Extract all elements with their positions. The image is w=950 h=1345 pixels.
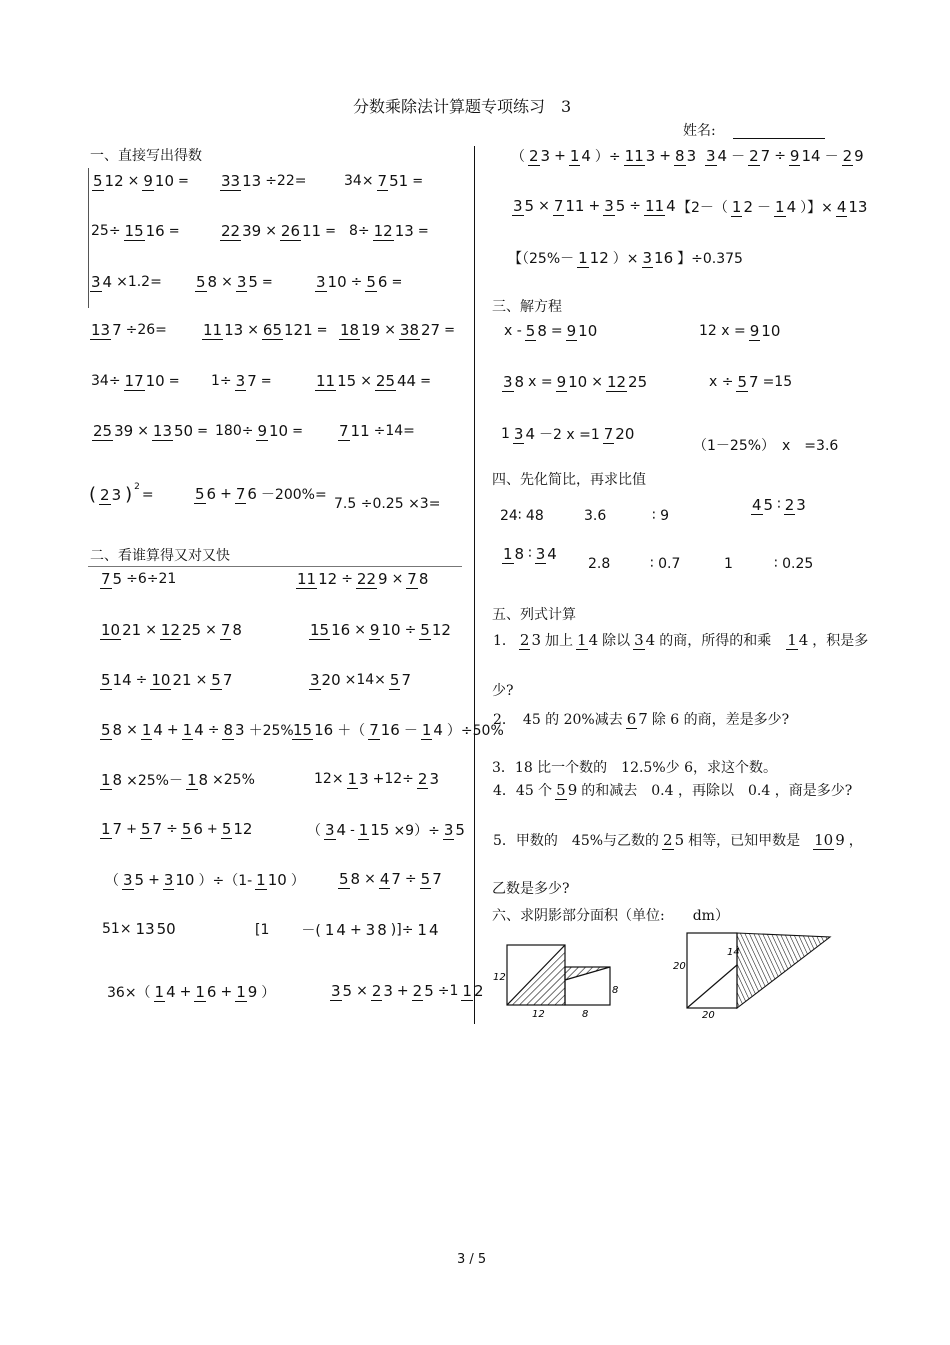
ratio-2.8: 2.8 xyxy=(588,556,611,572)
problem: 34× 7 51 = xyxy=(344,172,424,190)
problem: 7.5 ÷0.25 ×3= xyxy=(334,496,441,512)
problem: 22 39 × 26 11 = xyxy=(221,222,337,240)
equation: x ÷ 5 7 =15 xyxy=(709,373,793,391)
word-problem-2: 2． 45 的 20%减去 6 7 除 6 的商，差是多少? xyxy=(493,710,790,728)
equation: 12 x = 9 10 xyxy=(699,322,781,340)
problem: 3 4 － 2 7 ÷ 9 14 － 2 9 xyxy=(706,147,864,165)
shaded-figure-2 xyxy=(670,925,840,1020)
label-12-left: 12 xyxy=(493,972,506,983)
problem: ( 2 3 ) 2 = xyxy=(89,481,154,505)
problem: （ 3 5 + 3 10 ）÷（1- 1 10 ） xyxy=(105,871,305,889)
problem: 8÷ 12 13 = xyxy=(349,222,429,240)
problem: 1 7 + 5 7 ÷ 5 6 + 5 12 xyxy=(101,820,253,838)
label-20-bottom: 20 xyxy=(702,1010,715,1020)
problem: 5 6 + 7 6 －200%= xyxy=(195,485,327,503)
shaded-figure-1 xyxy=(490,935,640,1020)
problem: 11 15 × 25 44 = xyxy=(316,372,432,390)
problem: 15 16 ＋（ 7 16 － 1 4 ）÷50% xyxy=(293,721,504,739)
word-problem-1: 1． 2 3 加上 1 4 除以 3 4 的商，所得的和乘 1 4 ，积是多 xyxy=(493,631,869,649)
problem: 3 5 × 2 3 + 2 5 ÷1 1 2 xyxy=(331,982,484,1000)
word-problem-1-cont: 少? xyxy=(492,683,514,699)
problem: 7 5 ÷6÷21 xyxy=(101,570,177,588)
problem: 1÷ 3 7 = xyxy=(211,372,272,390)
problem: 18 19 × 38 27 = xyxy=(340,321,456,339)
problem: 3 5 × 7 11 + 3 5 ÷ 11 4 xyxy=(513,197,676,215)
problem: 12× 1 3 +12÷ 2 3 xyxy=(314,770,440,788)
section-heading-3: 三、解方程 xyxy=(492,299,562,315)
ratio-3.6: 3.6 xyxy=(584,508,607,524)
label-8-right: 8 xyxy=(612,985,619,996)
ratio-fractions: 1 8 ∶ 3 4 xyxy=(503,545,557,563)
equation: x - 5 8 = 9 10 xyxy=(504,322,598,340)
problem: 15 16 × 9 10 ÷ 5 12 xyxy=(310,621,451,639)
word-problem-5-cont: 乙数是多少? xyxy=(492,881,570,897)
section-heading-6: 六、求阴影部分面积（单位: dm） xyxy=(492,908,729,924)
label-12-bottom: 12 xyxy=(532,1009,545,1020)
problem: 5 8 × 1 4 + 1 4 ÷ 8 3 ＋25% xyxy=(101,721,294,739)
page-title: 分数乘除法计算题专项练习 3 xyxy=(353,97,572,116)
word-problem-3: 3．18 比一个数的 12.5%少 6，求这个数。 xyxy=(492,760,778,776)
problem: 【（25%－ 1 12 ）× 3 16 】÷0.375 xyxy=(508,249,743,267)
ratio-1: 1 xyxy=(724,556,733,572)
problem: （ 2 3 + 1 4 ）÷ 11 3 + 8 3 xyxy=(511,147,697,165)
ratio-24-48: 24∶ 48 xyxy=(500,508,544,524)
problem: 5 8 × 3 5 = xyxy=(196,273,273,291)
problem: 【2－（ 1 2 － 1 4 ）】× 4 13 xyxy=(677,198,868,216)
word-problem-5: 5．甲数的 45%与乙数的 2 5 相等，已知甲数是 10 9 ， xyxy=(493,831,863,849)
name-underline xyxy=(733,138,825,139)
problem: 5 14 ÷ 10 21 × 5 7 xyxy=(101,671,233,689)
name-label: 姓名: xyxy=(683,123,716,139)
section-heading-2: 二、看谁算得又对又快 xyxy=(90,548,230,564)
problem: 34÷ 17 10 = xyxy=(91,372,180,390)
problem: 36×（ 1 4 + 1 6 + 1 9 ） xyxy=(107,983,276,1001)
label-14: 14 xyxy=(727,947,740,958)
problem: 10 21 × 12 25 × 7 8 xyxy=(101,621,242,639)
problem: 1 8 ×25%－ 1 8 ×25% xyxy=(101,771,255,789)
problem: 7 11 ÷14= xyxy=(339,422,415,440)
ratio-0.25: ∶ 0.25 xyxy=(774,556,814,572)
problem: 13 7 ÷26= xyxy=(91,321,167,339)
problem: [1 －( 1 4 + 3 8 )]÷ 1 4 xyxy=(255,921,439,939)
equation: 1 3 4 －2 x =1 7 20 xyxy=(501,425,635,443)
ratio-9: ∶ 9 xyxy=(652,508,670,524)
equation: 3 8 x = 9 10 × 12 25 xyxy=(503,373,648,391)
problem: 180÷ 9 10 = xyxy=(215,422,303,440)
problem: 25 39 × 13 50 = xyxy=(93,422,209,440)
section-heading-4: 四、先化简比，再求比值 xyxy=(492,472,646,488)
label-8-bottom: 8 xyxy=(582,1009,589,1020)
problem: 3 4 ×1.2= xyxy=(91,273,162,291)
ratio-fractions: 4 5 ∶ 2 3 xyxy=(752,496,806,514)
label-20-left: 20 xyxy=(673,961,686,972)
section-heading-1: 一、直接写出得数 xyxy=(90,148,202,164)
problem: 11 13 × 65 121 = xyxy=(203,321,328,339)
word-problem-4: 4．45 个 5 9 的和减去 0.4 ，再除以 0.4 ，商是多少? xyxy=(493,781,853,799)
page-number: 3 / 5 xyxy=(457,1252,487,1267)
equation: （1－25%） x =3.6 xyxy=(693,438,839,454)
problem: 51× 13 50 xyxy=(102,920,176,938)
problem: 5 12 × 9 10 = xyxy=(93,172,189,190)
section2-top-line xyxy=(88,566,462,567)
problem: 5 8 × 4 7 ÷ 5 7 xyxy=(339,870,442,888)
section-heading-5: 五、列式计算 xyxy=(492,607,576,623)
problem: 3 10 ÷ 5 6 = xyxy=(316,273,403,291)
problem: 11 12 ÷ 22 9 × 7 8 xyxy=(297,570,429,588)
ratio-0.7: ∶ 0.7 xyxy=(650,556,681,572)
problem: （ 3 4 - 1 15 ×9）÷ 3 5 xyxy=(307,821,465,839)
problem: 25÷ 15 16 = xyxy=(91,222,180,240)
problem: 33 13 ÷22= xyxy=(221,172,307,190)
column-divider xyxy=(474,146,475,1024)
problem: 3 20 ×14× 5 7 xyxy=(310,671,412,689)
